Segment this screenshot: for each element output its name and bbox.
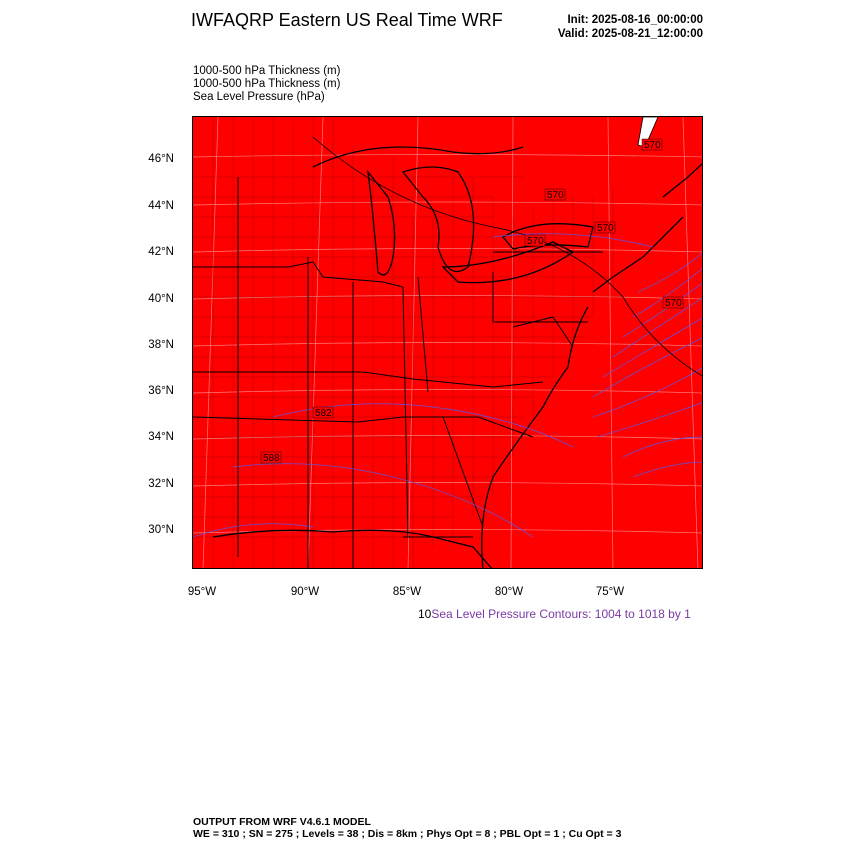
contour-label: 582 [315, 408, 332, 419]
lon-label: 90°W [290, 586, 320, 598]
lat-label: 44°N [148, 200, 174, 212]
map-title: IWFAQRP Eastern US Real Time WRF [191, 10, 503, 30]
lon-label: 95°W [187, 586, 217, 598]
field-label-thickness-1: 1000-500 hPa Thickness (m) [193, 65, 341, 77]
contour-label: 588 [263, 453, 280, 464]
lat-label: 36°N [148, 385, 174, 397]
map-fill [193, 117, 703, 569]
model-footer [193, 816, 621, 840]
lon-label: 80°W [494, 586, 524, 598]
contour-note-text: Sea Level Pressure Contours: 1004 to 1018 by 1 [431, 607, 691, 621]
lon-label: 85°W [392, 586, 422, 598]
init-valid-times [558, 13, 703, 41]
field-label-thickness-2: 1000-500 hPa Thickness (m) [193, 78, 341, 90]
contour-label: 570 [597, 223, 614, 234]
init-time: Init: 2025-08-16_00:00:00 [567, 14, 703, 26]
lat-label: 30°N [148, 524, 174, 536]
field-labels [193, 65, 340, 104]
map-panel [192, 116, 703, 569]
contour-note-prefix: 10 [418, 607, 432, 621]
lat-label: 32°N [148, 478, 174, 490]
lat-label: 38°N [148, 339, 174, 351]
contour-note [418, 607, 691, 621]
footer-line-1: OUTPUT FROM WRF V4.6.1 MODEL [193, 816, 371, 828]
contour-label: 570 [527, 236, 544, 247]
lon-label: 75°W [595, 586, 625, 598]
lat-label: 42°N [148, 246, 174, 258]
field-label-slp: Sea Level Pressure (hPa) [193, 91, 325, 103]
lat-label: 46°N [148, 153, 174, 165]
contour-label: 570 [665, 298, 682, 309]
lat-label: 34°N [148, 431, 174, 443]
lat-label: 40°N [148, 293, 174, 305]
contour-label: 570 [547, 190, 564, 201]
contour-label: 570 [644, 140, 661, 151]
map-svg [193, 117, 703, 569]
valid-time: Valid: 2025-08-21_12:00:00 [557, 28, 703, 40]
footer-line-2: WE = 310 ; SN = 275 ; Levels = 38 ; Dis = 8km ; Phys Opt = 8 ; PBL Opt = 1 ; Cu Opt = 3 [193, 828, 622, 840]
